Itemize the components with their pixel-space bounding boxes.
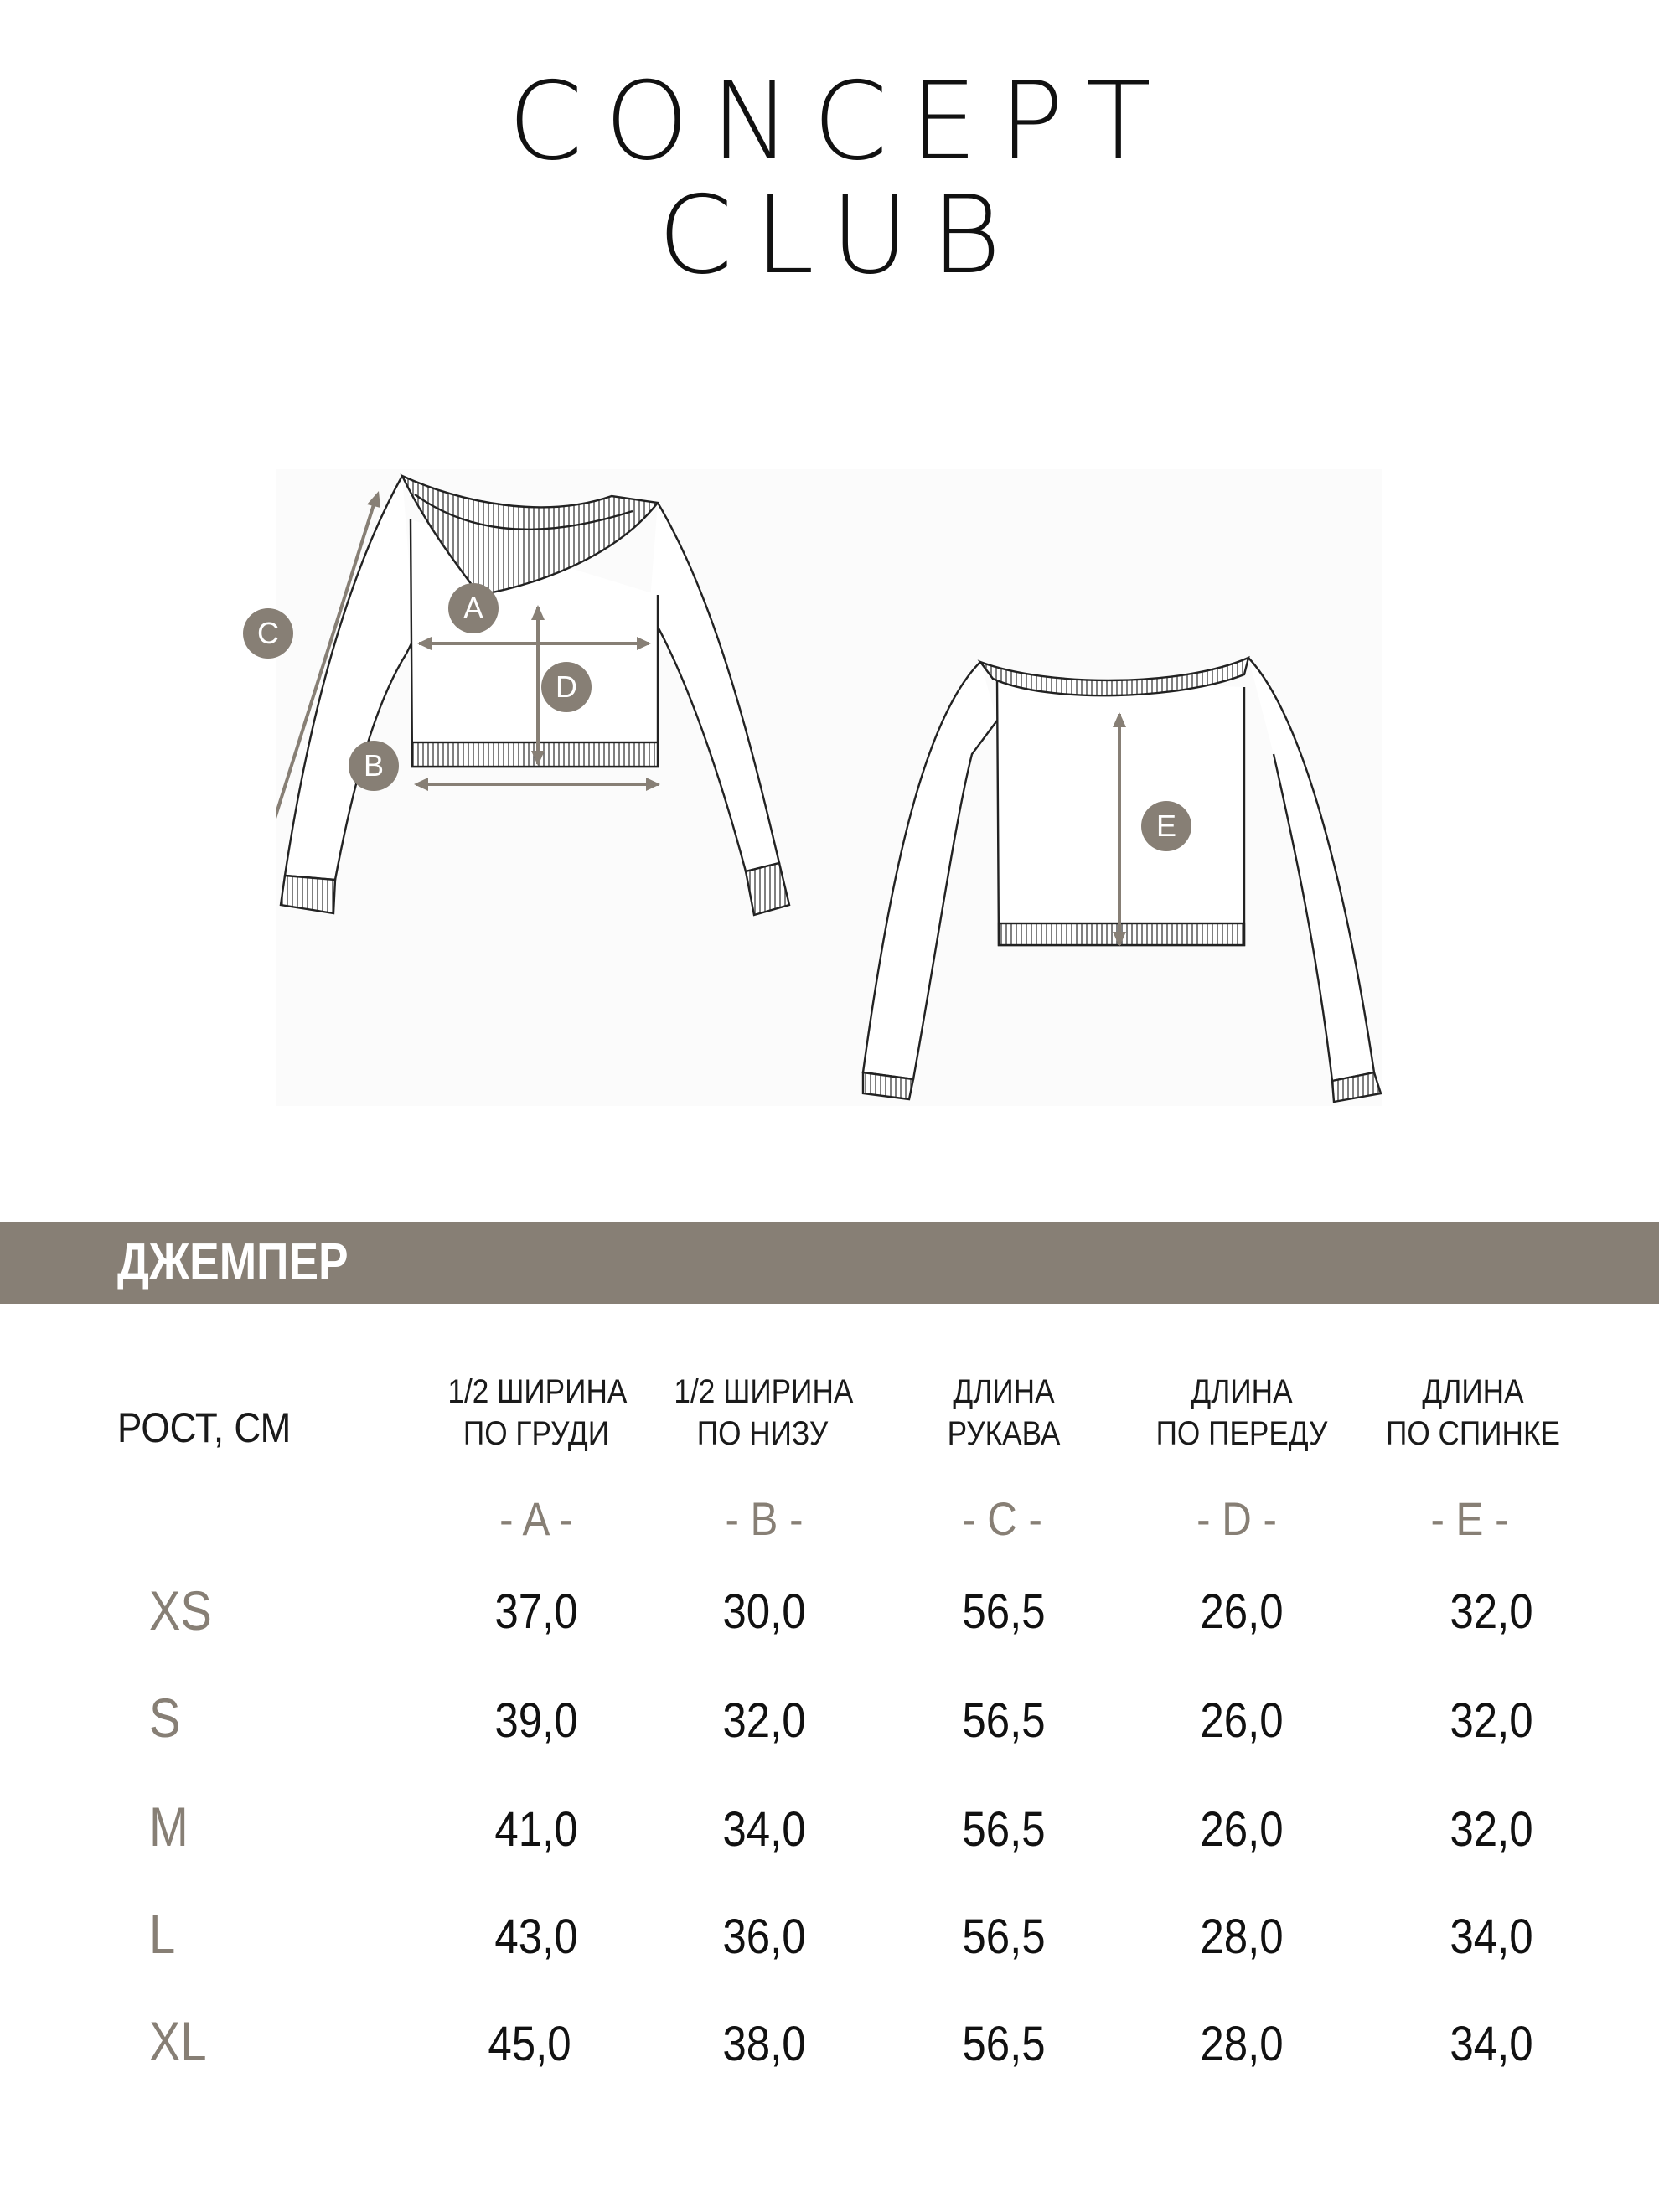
column-header-b-line1: 1/2 ШИРИНА [674,1373,854,1410]
brand-logo [0,59,1659,298]
table-cell: 56,5 [962,1910,1046,1964]
table-cell: 39,0 [494,1693,578,1748]
size-label-xs: XS [149,1579,212,1641]
table-cell: 28,0 [1200,1910,1284,1964]
table-cell: 26,0 [1200,1584,1284,1639]
table-cell: 26,0 [1200,1802,1284,1857]
column-header-e [1384,1371,1561,1455]
table-cell: 56,5 [962,1693,1046,1748]
table-cell: 34,0 [722,1802,806,1857]
column-header-a [447,1371,628,1455]
column-code-e: - E - [1430,1492,1509,1545]
front-view [281,476,789,915]
size-label-l: L [149,1903,176,1965]
table-cell: 32,0 [1450,1693,1533,1748]
column-header-c [915,1371,1092,1455]
table-cell: 37,0 [494,1584,578,1639]
size-label-xl: XL [149,2010,207,2072]
column-header-e-line1: ДЛИНА [1422,1373,1524,1410]
row-header-height: РОСТ, СМ [117,1404,292,1451]
garment-sketch [276,469,1382,1106]
table-cell: 41,0 [494,1802,578,1857]
size-label-m: M [149,1796,189,1858]
table-cell: 30,0 [722,1584,806,1639]
label-d-marker: D [541,662,592,712]
table-cell: 32,0 [1450,1802,1533,1857]
label-b-marker: B [349,741,399,791]
table-cell: 34,0 [1450,2017,1533,2071]
table-cell: 32,0 [1450,1584,1533,1639]
table-cell: 45,0 [488,2017,571,2071]
table-cell: 38,0 [722,2017,806,2071]
column-header-c-line2: РУКАВА [947,1415,1061,1452]
column-header-b-line2: ПО НИЗУ [696,1415,829,1452]
label-e-marker: E [1141,801,1191,851]
label-c-marker: C [243,608,293,659]
column-header-d [1153,1371,1330,1455]
table-cell: 56,5 [962,1802,1046,1857]
brand-logo-line2: CLUB [658,173,1023,298]
column-header-a-line1: 1/2 ШИРИНА [447,1373,628,1410]
section-banner [0,1222,1659,1304]
table-cell: 36,0 [722,1910,806,1964]
table-cell: 43,0 [494,1910,578,1964]
column-code-b: - B - [725,1492,804,1545]
section-title: ДЖЕМПЕР [117,1233,349,1291]
garment-diagram [257,469,1382,1106]
column-header-d-line1: ДЛИНА [1191,1373,1293,1410]
table-cell: 56,5 [962,1584,1046,1639]
table-cell: 56,5 [962,2017,1046,2071]
column-code-a: - A - [499,1492,573,1545]
table-cell: 32,0 [722,1693,806,1748]
brand-logo-line1: CONCEPT [508,59,1173,184]
column-header-a-line2: ПО ГРУДИ [463,1415,610,1452]
table-cell: 26,0 [1200,1693,1284,1748]
column-code-d: - D - [1196,1492,1277,1545]
column-code-c: - C - [962,1492,1042,1545]
column-header-e-line2: ПО СПИНКЕ [1386,1415,1560,1452]
table-cell: 28,0 [1200,2017,1284,2071]
table-cell: 34,0 [1450,1910,1533,1964]
column-header-c-line1: ДЛИНА [953,1373,1055,1410]
column-header-b [674,1371,854,1455]
label-a-marker: A [448,583,499,633]
size-label-s: S [149,1687,181,1749]
column-header-d-line2: ПО ПЕРЕДУ [1155,1415,1328,1452]
